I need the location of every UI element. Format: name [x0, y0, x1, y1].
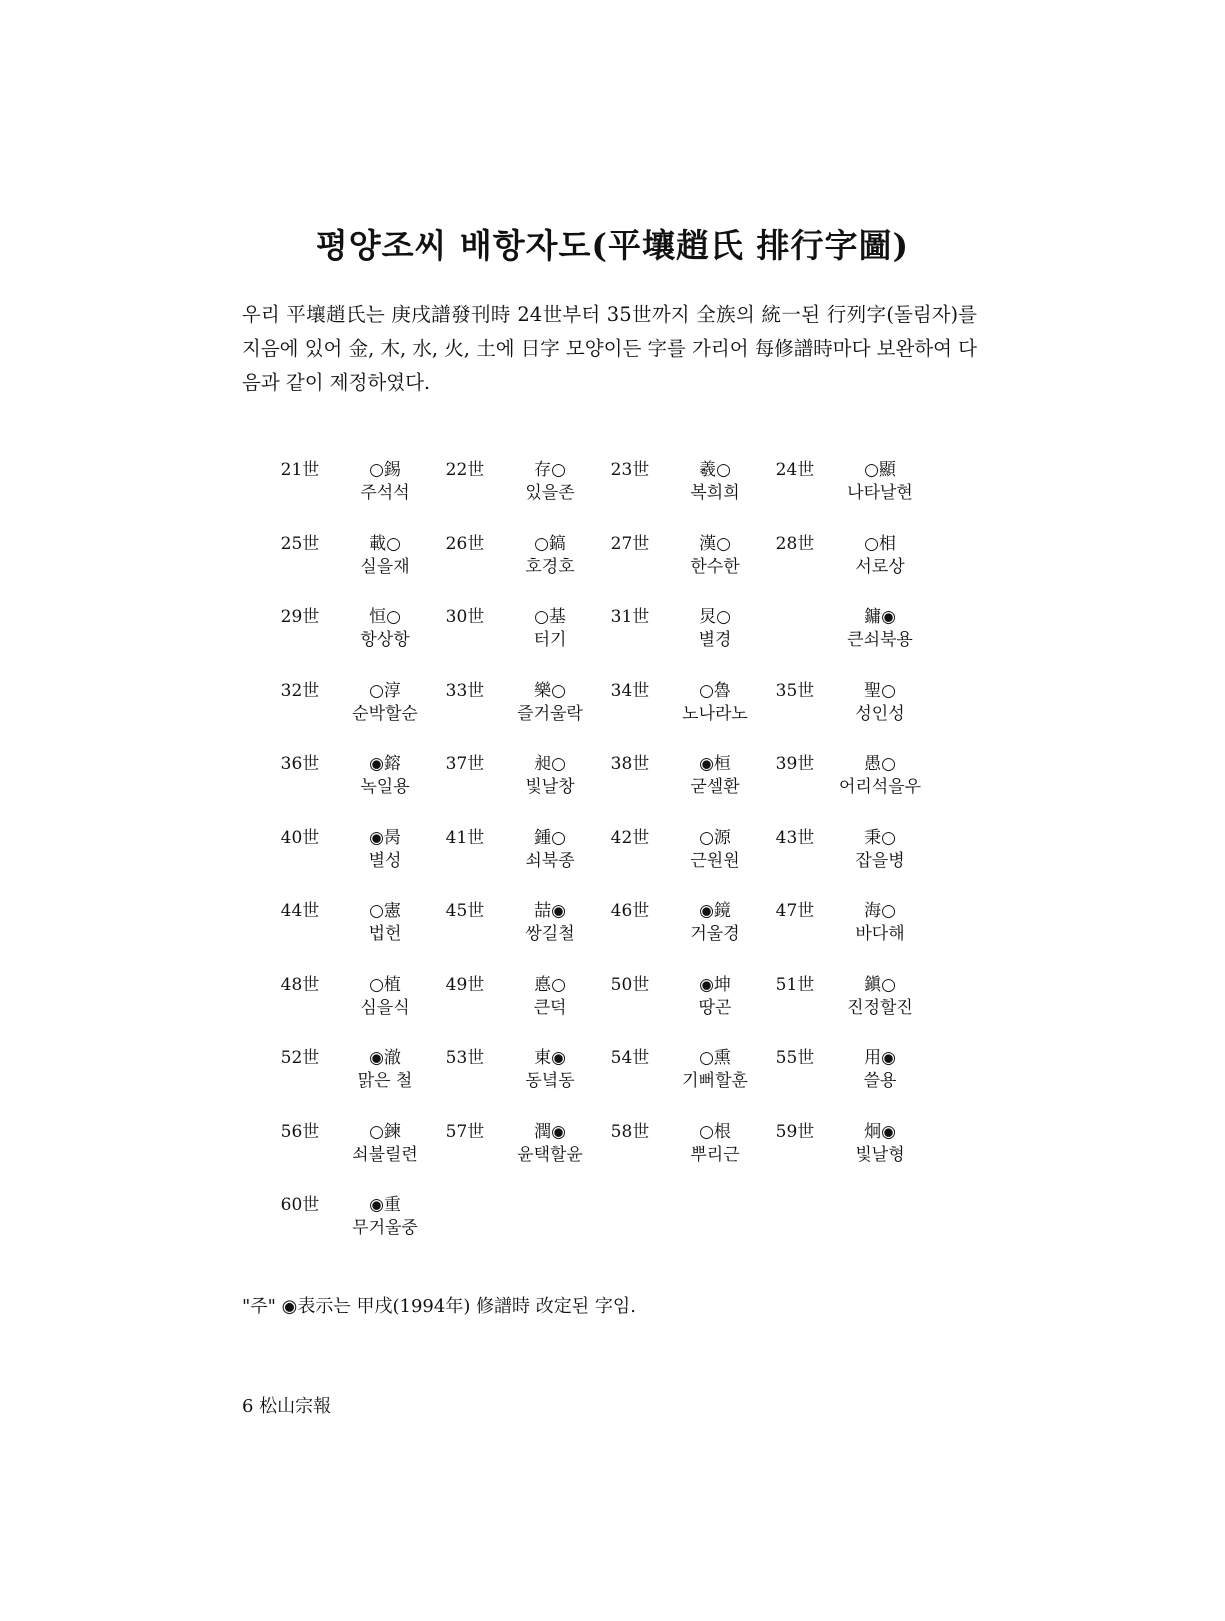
generation-label: 21世: [280, 460, 320, 480]
hanja-character: 樂○: [534, 680, 566, 701]
generation-table: [0, 458, 1225, 1258]
character-meaning: 동녘동: [525, 1071, 575, 1091]
generation-label: 39世: [775, 754, 815, 774]
hanja-character: ◉澈: [369, 1048, 401, 1068]
generation-label: 48世: [280, 974, 320, 995]
character-meaning: 호경호: [525, 556, 575, 577]
generation-label: 53世: [445, 1048, 485, 1068]
character-meaning: 근원원: [690, 850, 740, 871]
character-meaning: 복희희: [690, 483, 740, 503]
hanja-character: 秉○: [864, 827, 896, 848]
hanja-character: 恒○: [369, 607, 401, 627]
character-meaning: 별경: [698, 630, 732, 650]
character-meaning: 거울경: [690, 924, 740, 944]
character-meaning: 순박할순: [352, 703, 418, 724]
generation-label: 40世: [280, 827, 320, 848]
hanja-character: 悳○: [534, 974, 566, 995]
hanja-character: ○基: [534, 607, 566, 627]
character-meaning: 빛날형: [855, 1144, 905, 1165]
character-meaning: 기뻐할훈: [682, 1071, 748, 1091]
generation-label: 58世: [610, 1121, 650, 1142]
hanja-character: ○植: [369, 974, 401, 995]
hanja-character: 鏞◉: [864, 607, 896, 627]
character-meaning: 항상항: [360, 630, 410, 650]
hanja-character: ○相: [864, 533, 896, 554]
generation-label: 57世: [445, 1121, 485, 1142]
hanja-character: 羲○: [699, 460, 731, 480]
hanja-character: ◉重: [369, 1195, 401, 1215]
generation-label: 28世: [775, 533, 815, 554]
character-meaning: 녹일용: [360, 777, 410, 797]
character-meaning: 땅곤: [698, 997, 732, 1018]
hanja-character: 用◉: [864, 1048, 896, 1068]
character-meaning: 실을재: [360, 556, 410, 577]
character-meaning: 바다해: [855, 924, 905, 944]
hanja-character: 潤◉: [534, 1121, 566, 1142]
hanja-character: 炅○: [699, 607, 731, 627]
hanja-character: 存○: [534, 460, 566, 480]
character-meaning: 잡을병: [855, 850, 905, 871]
generation-label: 36世: [280, 754, 320, 774]
character-meaning: 큰덕: [533, 997, 567, 1018]
character-meaning: 쇠북종: [525, 850, 575, 871]
hanja-character: 漢○: [699, 533, 731, 554]
generation-label: 38世: [610, 754, 650, 774]
character-meaning: 주석석: [360, 483, 410, 503]
generation-label: 60世: [280, 1195, 320, 1215]
character-meaning: 성인성: [855, 703, 905, 724]
intro-paragraph: 우리 平壤趙氏는 庚戌譜發刊時 24世부터 35世까지 全族의 統一된 行列字(돌림자)를 지음에 있어 金, 木, 水, 火, 土에 日字 모양이든 字를 가리어 每修譜時마다 보완하여 다음과 같이 제정하였다.: [242, 303, 977, 394]
generation-label: 50世: [610, 974, 650, 995]
page-title: 평양조씨 배항자도(平壤趙氏 排行字圖): [315, 226, 910, 266]
hanja-character: 海○: [864, 901, 896, 921]
hanja-character: ○鎬: [534, 533, 566, 554]
character-meaning: 터기: [533, 630, 567, 650]
generation-label: 41世: [445, 827, 485, 848]
character-meaning: 법헌: [368, 924, 402, 944]
generation-label: 42世: [610, 827, 650, 848]
generation-label: 32世: [280, 680, 320, 701]
generation-label: 29世: [280, 607, 320, 627]
hanja-character: ○鍊: [369, 1121, 401, 1142]
hanja-character: 東◉: [534, 1048, 566, 1068]
hanja-character: ○憲: [369, 901, 401, 921]
hanja-character: 載○: [369, 533, 401, 554]
generation-label: 30世: [445, 607, 485, 627]
character-meaning: 윤택할윤: [517, 1144, 583, 1165]
hanja-character: 喆◉: [534, 901, 566, 921]
hanja-character: ○魯: [699, 680, 731, 701]
hanja-character: 愚○: [864, 754, 896, 774]
generation-label: 27世: [610, 533, 650, 554]
hanja-character: ◉昺: [369, 827, 401, 848]
character-meaning: 쌍길철: [525, 924, 575, 944]
generation-label: 31世: [610, 607, 650, 627]
character-meaning: 큰쇠북용: [847, 630, 913, 650]
generation-label: 46世: [610, 901, 650, 921]
generation-label: 44世: [280, 901, 320, 921]
character-meaning: 노나라노: [682, 703, 748, 724]
generation-label: 55世: [775, 1048, 815, 1068]
generation-label: 22世: [445, 460, 485, 480]
character-meaning: 진정할진: [847, 997, 913, 1018]
character-meaning: 맑은 철: [357, 1071, 413, 1091]
character-meaning: 빛날창: [525, 777, 575, 797]
hanja-character: ○源: [699, 827, 731, 848]
character-meaning: 쓸용: [863, 1071, 897, 1091]
generation-label: 43世: [775, 827, 815, 848]
hanja-character: ○錫: [369, 460, 401, 480]
hanja-character: ○顯: [864, 460, 896, 480]
character-meaning: 나타날현: [847, 483, 913, 503]
hanja-character: 聖○: [864, 680, 896, 701]
generation-label: 35世: [775, 680, 815, 701]
generation-label: 47世: [775, 901, 815, 921]
hanja-character: 昶○: [534, 754, 566, 774]
generation-label: 33世: [445, 680, 485, 701]
generation-label: 59世: [775, 1121, 815, 1142]
character-meaning: 뿌리근: [690, 1144, 740, 1165]
hanja-character: ◉桓: [699, 754, 731, 774]
character-meaning: 있을존: [525, 483, 575, 503]
hanja-character: ○根: [699, 1121, 731, 1142]
generation-label: 24世: [775, 460, 815, 480]
character-meaning: 즐거울락: [517, 703, 583, 724]
footnote: "주" ◉表示는 甲戌(1994年) 修譜時 改定된 字임.: [242, 1296, 636, 1317]
generation-label: 49世: [445, 974, 485, 995]
hanja-character: 炯◉: [864, 1121, 896, 1142]
generation-label: 52世: [280, 1048, 320, 1068]
character-meaning: 서로상: [855, 556, 905, 577]
generation-label: 54世: [610, 1048, 650, 1068]
hanja-character: ○淳: [369, 680, 401, 701]
hanja-character: ◉鎔: [369, 754, 401, 774]
generation-label: 26世: [445, 533, 485, 554]
hanja-character: 鎭○: [864, 974, 896, 995]
page-footer: 6 松山宗報: [242, 1396, 332, 1417]
hanja-character: ◉坤: [699, 974, 731, 995]
hanja-character: 鍾○: [534, 827, 566, 848]
generation-label: 34世: [610, 680, 650, 701]
generation-label: 45世: [445, 901, 485, 921]
character-meaning: 심을식: [360, 997, 410, 1018]
character-meaning: 무거울중: [352, 1218, 418, 1238]
character-meaning: 별성: [368, 850, 402, 871]
character-meaning: 쇠불릴련: [352, 1144, 418, 1165]
hanja-character: ○熏: [699, 1048, 731, 1068]
generation-label: 51世: [775, 974, 815, 995]
generation-label: 56世: [280, 1121, 320, 1142]
generation-label: 25世: [280, 533, 320, 554]
character-meaning: 어리석을우: [838, 777, 922, 797]
character-meaning: 굳셀환: [690, 777, 740, 797]
character-meaning: 한수한: [690, 556, 740, 577]
generation-label: 37世: [445, 754, 485, 774]
hanja-character: ◉鏡: [699, 901, 731, 921]
generation-label: 23世: [610, 460, 650, 480]
